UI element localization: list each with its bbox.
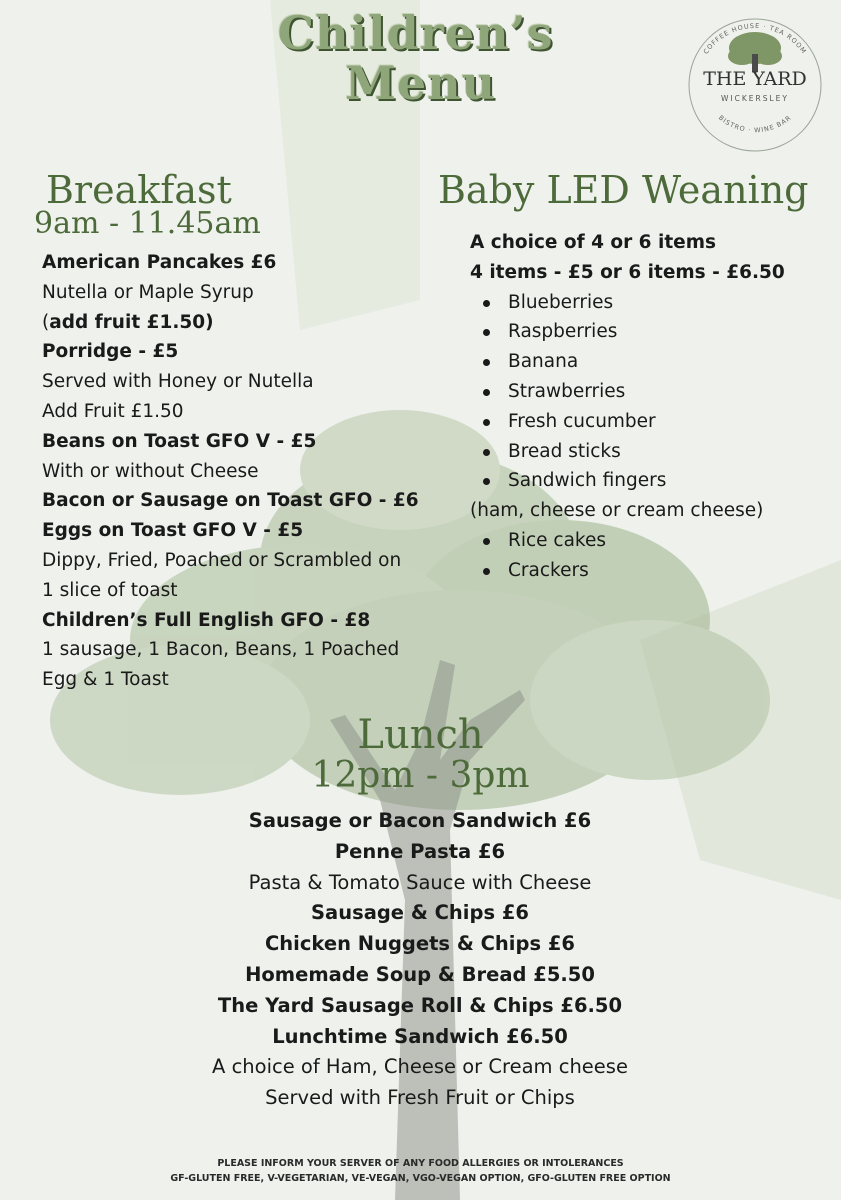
svg-text:COFFEE HOUSE · TEA ROOM: COFFEE HOUSE · TEA ROOM: [701, 21, 809, 56]
weaning-prices: 4 items - £5 or 6 items - £6.50: [470, 261, 785, 283]
menu-title-line1: Children’s: [277, 6, 554, 60]
menu-item: Beans on Toast GFO V - £5: [42, 430, 317, 452]
allergy-notice: PLEASE INFORM YOUR SERVER OF ANY FOOD ALLERGIES OR INTOLERANCES: [217, 1158, 624, 1169]
menu-item: The Yard Sausage Roll & Chips £6.50: [217, 993, 623, 1017]
svg-text:WICKERSLEY: WICKERSLEY: [721, 94, 789, 103]
weaning-intro: A choice of 4 or 6 items: [470, 232, 717, 253]
lunch-heading: Lunch: [357, 712, 484, 758]
menu-item-desc: 1 slice of toast: [42, 579, 178, 601]
list-item: Raspberries: [470, 317, 830, 347]
list-item: Strawberries: [470, 377, 830, 407]
list-item: Rice cakes: [470, 526, 830, 556]
menu-item: Sausage & Chips £6: [311, 901, 529, 925]
baby-led-weaning-heading: Baby LED Weaning: [438, 168, 809, 212]
menu-item: American Pancakes £6: [42, 252, 277, 273]
baby-led-weaning-list: [470, 228, 830, 586]
menu-item: Chicken Nuggets & Chips £6: [264, 932, 575, 956]
menu-item-desc: With or without Cheese: [42, 460, 259, 482]
breakfast-menu-list: [42, 248, 442, 695]
menu-item-desc: [42, 308, 442, 338]
lunch-time: 12pm - 3pm: [311, 755, 530, 796]
breakfast-heading: Breakfast: [46, 168, 232, 212]
menu-item: Children’s Full English GFO - £8: [42, 609, 371, 631]
menu-item-desc: Served with Honey or Nutella: [42, 371, 314, 393]
dietary-key: GF-GLUTEN FREE, V-VEGETARIAN, VE-VEGAN, VGO-VEGAN OPTION, GFO-GLUTEN FREE OPTION: [170, 1173, 671, 1184]
menu-item: Porridge - £5: [42, 341, 179, 363]
menu-item: Sausage or Bacon Sandwich £6: [248, 809, 592, 832]
menu-item: Bacon or Sausage on Toast GFO - £6: [42, 490, 419, 512]
menu-item-desc: 1 sausage, 1 Bacon, Beans, 1 Poached: [42, 639, 400, 661]
menu-item-desc: Egg & 1 Toast: [42, 669, 169, 691]
menu-item-desc: Nutella or Maple Syrup: [42, 281, 254, 303]
menu-item: Penne Pasta £6: [334, 839, 506, 863]
menu-item-desc: A choice of Ham, Cheese or Cream cheese: [212, 1055, 628, 1079]
list-item: Fresh cucumber: [470, 407, 830, 437]
list-item: Sandwich fingers: [470, 466, 830, 496]
menu-item-desc: Pasta & Tomato Sauce with Cheese: [248, 870, 592, 894]
menu-item-desc: Served with Fresh Fruit or Chips: [265, 1086, 575, 1110]
menu-item-desc: Add Fruit £1.50: [42, 400, 184, 422]
sandwich-fillings-note: (ham, cheese or cream cheese): [470, 500, 764, 522]
lunch-menu-list: [0, 806, 841, 1114]
allergy-footer: [0, 1156, 841, 1186]
list-item: Blueberries: [470, 288, 830, 318]
menu-item: Lunchtime Sandwich £6.50: [272, 1024, 568, 1048]
svg-text:BISTRO · WINE BAR: BISTRO · WINE BAR: [716, 113, 794, 135]
menu-item: Homemade Soup & Bread £5.50: [245, 962, 595, 986]
tree-icon: [728, 32, 782, 72]
menu-item-desc: Dippy, Fried, Poached or Scrambled on: [42, 549, 402, 571]
svg-text:THE YARD: THE YARD: [703, 68, 807, 90]
list-item: Banana: [470, 347, 830, 377]
list-item: Bread sticks: [470, 437, 830, 467]
menu-title-line2: Menu: [344, 56, 497, 110]
add-fruit-option: (add fruit £1.50): [42, 311, 214, 333]
list-item: Crackers: [470, 556, 830, 586]
the-yard-logo: [680, 10, 830, 160]
breakfast-time: 9am - 11.45am: [34, 206, 261, 241]
menu-item: Eggs on Toast GFO V - £5: [42, 520, 304, 542]
